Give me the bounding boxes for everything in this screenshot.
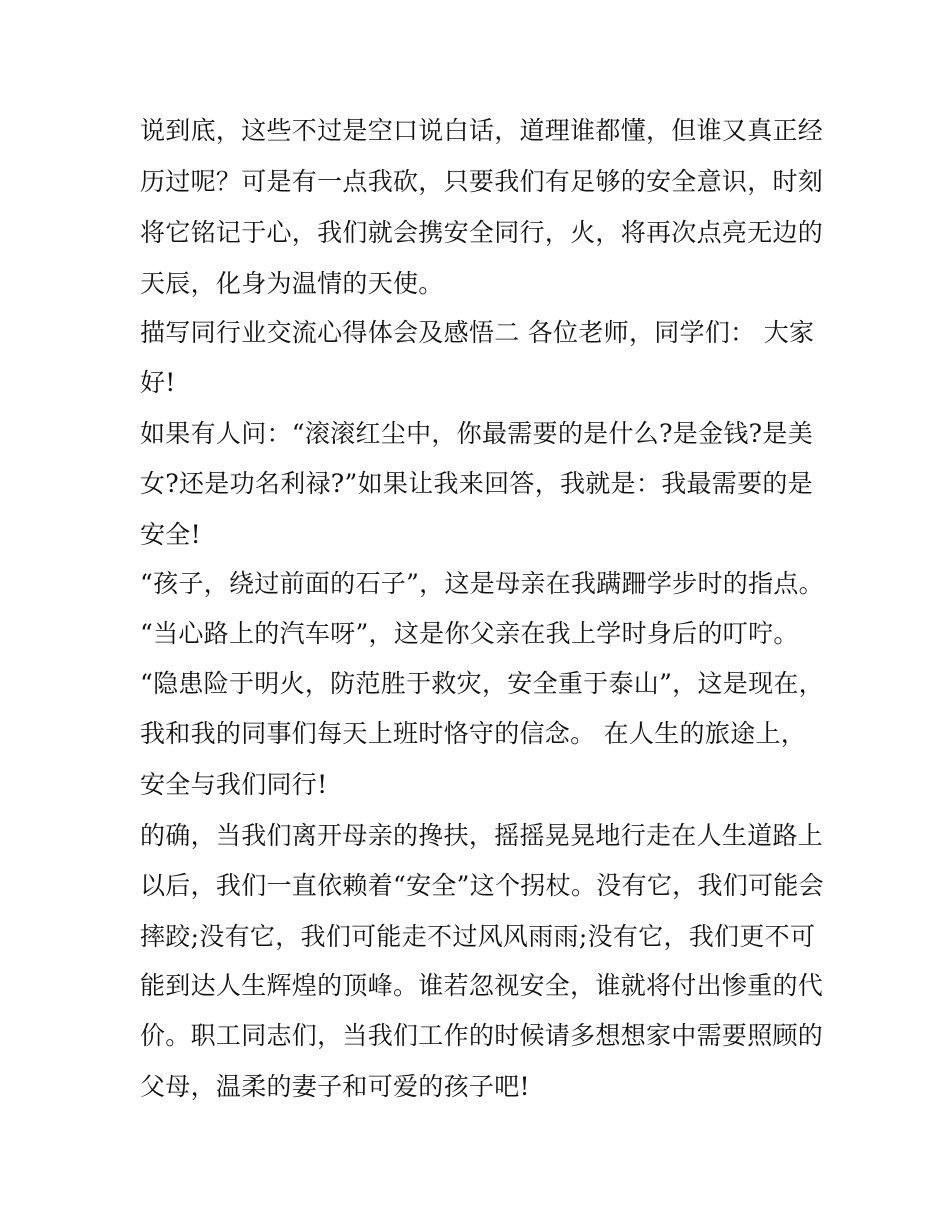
text-line: 以后，我们一直依赖着“安全”这个拐杖。没有它，我们可能会 [140,871,824,900]
text-line: 安全与我们同行! [140,770,328,799]
text-line: 女?还是功名利禄?”如果让我来回答，我就是：我最需要的是 [140,469,813,498]
text-line: 安全! [140,520,201,549]
text-line: 能到达人生辉煌的顶峰。谁若忽视安全，谁就将付出惨重的代 [140,971,824,1000]
text-line: 价。职工同志们，当我们工作的时候请多想想家中需要照顾的 [140,1021,824,1050]
text-line: 将它铭记于心，我们就会携安全同行，火，将再次点亮无边的 [140,218,824,247]
text-line: “孩子，绕过前面的石子”，这是母亲在我蹒跚学步时的指点。 [140,569,824,598]
text-line: 父母，温柔的妻子和可爱的孩子吧! [140,1072,530,1101]
text-line: 说到底，这些不过是空口说白话，道理谁都懂，但谁又真正经 [140,116,824,145]
text-line: 天辰，化身为温情的天使。 [140,269,444,298]
text-line: 描写同行业交流心得体会及感悟二 各位老师，同学们： 大家 [140,318,815,347]
text-line: 如果有人问：“滚滚红尘中，你最需要的是什么?是金钱?是美 [140,419,813,448]
text-line: 摔跤;没有它，我们可能走不过风风雨雨;没有它，我们更不可 [140,922,816,951]
text-line: 我和我的同事们每天上班时恪守的信念。 在人生的旅途上， [140,719,807,748]
text-line: 的确，当我们离开母亲的搀扶，摇摇晃晃地行走在人生道路上 [140,821,824,850]
text-line: “当心路上的汽车呀”，这是你父亲在我上学时身后的叮咛。 [140,619,799,648]
text-line: 历过呢？可是有一点我砍，只要我们有足够的安全意识，时刻 [140,167,824,196]
text-line: “隐患险于明火，防范胜于救灾，安全重于泰山”，这是现在， [140,669,824,698]
text-line: 好! [140,368,176,397]
